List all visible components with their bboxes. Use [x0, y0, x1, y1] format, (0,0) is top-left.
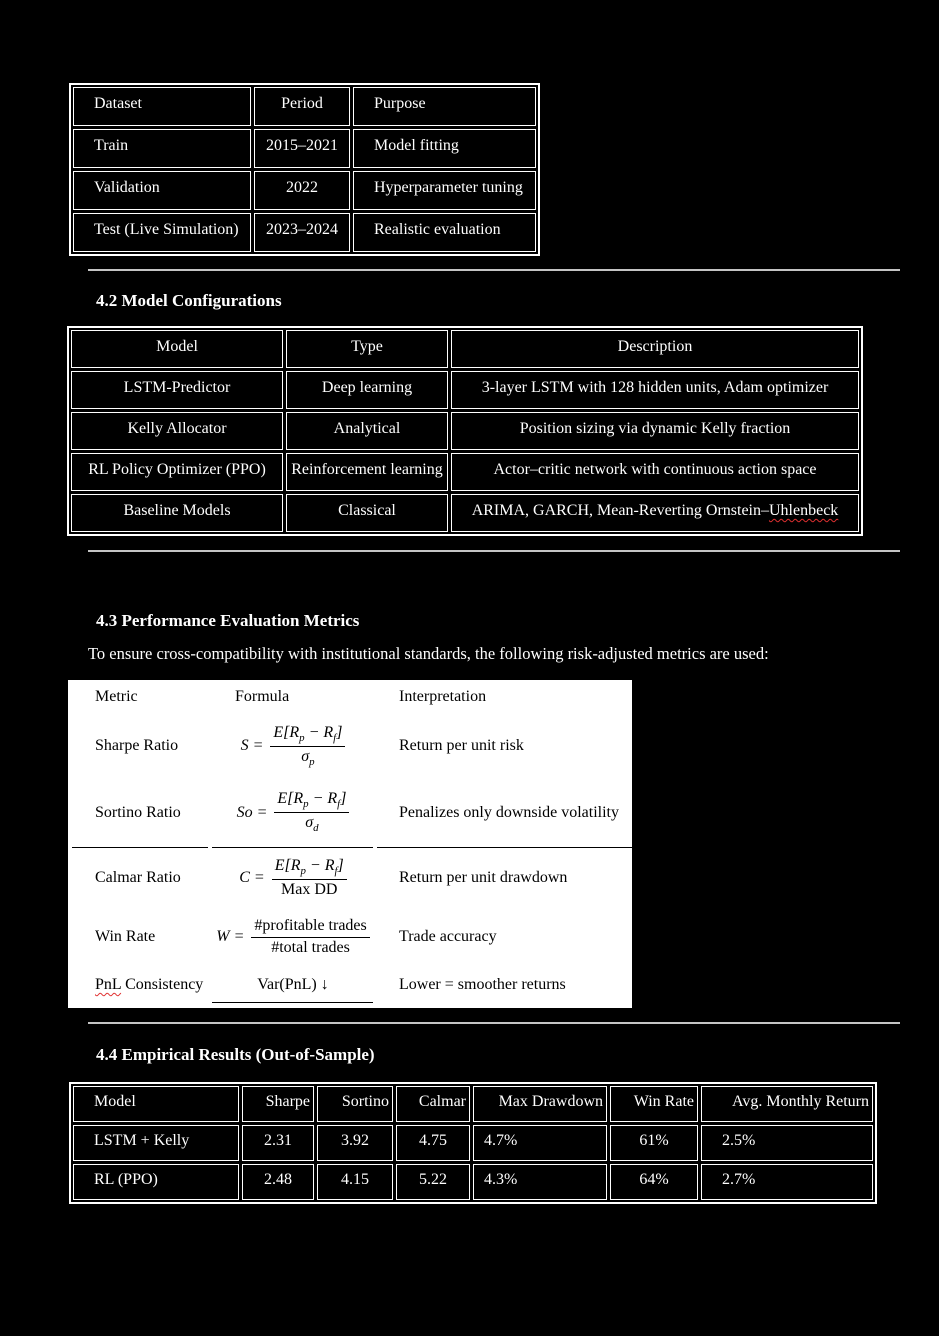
- table-header-cell: Description: [451, 330, 859, 368]
- table-cell: 5.22: [396, 1164, 470, 1200]
- table-cell: 4.15: [317, 1164, 393, 1200]
- horizontal-rule: [88, 1022, 900, 1024]
- table-cell: 2.48: [242, 1164, 314, 1200]
- table-header-cell: Sharpe: [242, 1086, 314, 1122]
- metric-name: Calmar Ratio: [95, 869, 181, 886]
- table-header-cell: Max Drawdown: [473, 1086, 607, 1122]
- table-divider-line: [72, 847, 208, 848]
- table-header-cell: Win Rate: [610, 1086, 698, 1122]
- table-cell: Test (Live Simulation): [73, 213, 251, 252]
- metric-interpretation: Lower = smoother returns: [399, 976, 566, 993]
- sortino-formula: So = $\frac{E[R_p - R_f]}{\sigma_d}$: [212, 790, 374, 834]
- section-heading-4-4: 4.4 Empirical Results (Out-of-Sample): [96, 1045, 375, 1064]
- table-cell: Kelly Allocator: [71, 412, 283, 450]
- table-cell: 2015–2021: [254, 129, 350, 168]
- spellcheck-flagged-word: Uhlenbeck: [768, 502, 839, 519]
- metrics-row-sharpe: [68, 714, 632, 778]
- table-cell: Deep learning: [286, 371, 448, 409]
- intro-paragraph: To ensure cross-compatibility with institutional standards, the following risk-adjusted metrics are used:: [88, 644, 769, 663]
- table-cell: Reinforcement learning: [286, 453, 448, 491]
- section-heading-4-2: 4.2 Model Configurations: [96, 291, 282, 310]
- table-cell: 3.92: [317, 1125, 393, 1161]
- metrics-row-sortino: [68, 778, 632, 847]
- table-cell: Realistic evaluation: [353, 213, 536, 252]
- table-cell: Classical: [286, 494, 448, 532]
- table-header-cell: Dataset: [73, 87, 251, 126]
- table-divider-line: [212, 847, 373, 848]
- table-cell: Train: [73, 129, 251, 168]
- table-cell: 2022: [254, 171, 350, 210]
- table-cell: 2.5%: [701, 1125, 873, 1161]
- table-header-cell: Formula: [235, 688, 290, 705]
- table-header-cell: Purpose: [353, 87, 536, 126]
- metric-interpretation: Return per unit risk: [399, 737, 524, 754]
- calmar-formula: C = $\frac{E[R_p - R_f]}{\text{Max DD}}$: [212, 857, 374, 899]
- section-heading-4-3: 4.3 Performance Evaluation Metrics: [96, 611, 360, 630]
- table-cell: LSTM-Predictor: [71, 371, 283, 409]
- metrics-row-calmar: [68, 847, 632, 909]
- metric-interpretation: Penalizes only downside volatility: [399, 803, 619, 821]
- table-cell: 4.75: [396, 1125, 470, 1161]
- table-header-cell: Period: [254, 87, 350, 126]
- model-configurations-table: [67, 326, 863, 536]
- horizontal-rule: [88, 269, 900, 271]
- winrate-formula: W = $\frac{\text{\#profitable trades}}{\text{\#total trades}}$: [212, 917, 374, 957]
- table-cell: Position sizing via dynamic Kelly fraction: [451, 412, 859, 450]
- metric-name: Sortino Ratio: [95, 803, 181, 821]
- metric-interpretation: Return per unit drawdown: [399, 869, 568, 886]
- table-bottom-line: [212, 1002, 373, 1003]
- table-cell: Analytical: [286, 412, 448, 450]
- table-header-cell: Metric: [95, 688, 138, 705]
- table-header-cell: Sortino: [317, 1086, 393, 1122]
- table-cell: Baseline Models: [71, 494, 283, 532]
- table-cell: 2.31: [242, 1125, 314, 1161]
- table-header-cell: Model: [73, 1086, 239, 1122]
- spellcheck-flagged-word: PnL: [95, 976, 122, 993]
- table-cell: Validation: [73, 171, 251, 210]
- metric-name: PnL Consistency: [95, 976, 204, 993]
- table-cell: RL (PPO): [73, 1164, 239, 1200]
- table-cell: RL Policy Optimizer (PPO): [71, 453, 283, 491]
- metric-name: Sharpe Ratio: [95, 737, 179, 754]
- table-header-cell: Avg. Monthly Return: [701, 1086, 873, 1122]
- table-cell: LSTM + Kelly: [73, 1125, 239, 1161]
- table-header-cell: Calmar: [396, 1086, 470, 1122]
- table-divider-line: [377, 847, 632, 848]
- metric-interpretation: Trade accuracy: [399, 928, 497, 945]
- metrics-header-row: [68, 680, 632, 714]
- table-header-cell: Model: [71, 330, 283, 368]
- table-cell: Actor–critic network with continuous action space: [451, 453, 859, 491]
- table-cell: 2.7%: [701, 1164, 873, 1200]
- table-header-cell: Type: [286, 330, 448, 368]
- table-cell: 64%: [610, 1164, 698, 1200]
- table-cell: 2023–2024: [254, 213, 350, 252]
- sharpe-formula: S = $\frac{E[R_p - R_f]}{\sigma_p}$: [212, 724, 374, 768]
- horizontal-rule: [88, 550, 900, 552]
- description-text: ARIMA, GARCH, Mean-Reverting Ornstein–: [471, 502, 769, 519]
- pnl-formula: Var(PnL) ↓: [257, 976, 329, 993]
- metrics-row-winrate: [68, 909, 632, 965]
- table-cell: 4.7%: [473, 1125, 607, 1161]
- metrics-table-panel: [68, 680, 632, 1008]
- metrics-row-pnl: [68, 965, 632, 1005]
- table-cell: 3-layer LSTM with 128 hidden units, Adam optimizer: [451, 371, 859, 409]
- empirical-results-table: [69, 1082, 877, 1204]
- table-cell: [451, 494, 859, 532]
- table-cell: 61%: [610, 1125, 698, 1161]
- datasets-table: [69, 83, 540, 256]
- table-cell: Model fitting: [353, 129, 536, 168]
- table-header-cell: Interpretation: [399, 688, 487, 705]
- table-cell: Hyperparameter tuning: [353, 171, 536, 210]
- metric-name: Win Rate: [95, 928, 156, 945]
- table-cell: 4.3%: [473, 1164, 607, 1200]
